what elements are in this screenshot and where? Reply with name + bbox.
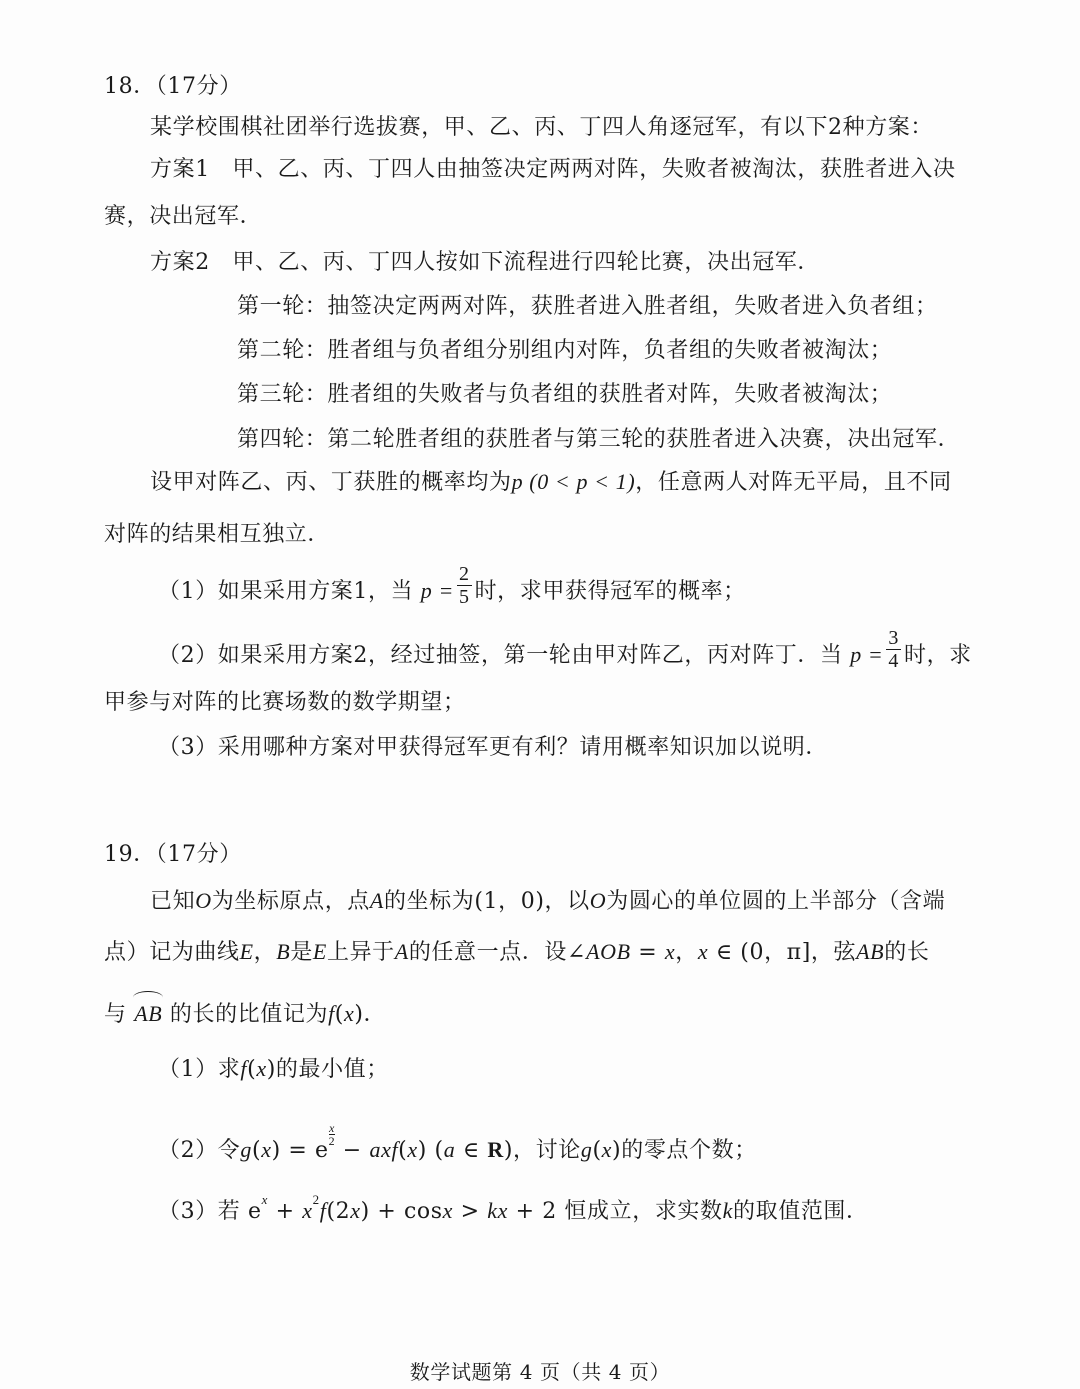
var: f: [328, 1001, 335, 1026]
q19-line1: [150, 886, 945, 917]
text: ∈ (0，π]，弦: [708, 940, 857, 965]
var: x: [664, 939, 676, 964]
math-p-eq: p =: [850, 642, 884, 667]
var: x: [442, 1198, 454, 1223]
var: x: [381, 1137, 392, 1162]
text: （1）求: [158, 1057, 241, 1082]
text: )，讨论: [503, 1138, 581, 1163]
var: g: [580, 1137, 593, 1162]
text: 为坐标原点，点: [211, 889, 370, 914]
text: + 2 恒成立，求实数: [508, 1199, 723, 1224]
denominator: 2: [328, 1134, 336, 1148]
numerator: 3: [888, 626, 899, 649]
q18-part2-line1: [158, 626, 972, 672]
text: 时，求: [903, 643, 972, 668]
numerator: 2: [458, 562, 470, 585]
text: 已知: [150, 889, 196, 914]
var: x: [350, 1198, 361, 1223]
fraction-2-5: [457, 563, 472, 608]
fraction-3-4: [886, 627, 901, 672]
text: 的长: [884, 940, 930, 965]
var: a: [369, 1137, 382, 1162]
var: f: [240, 1056, 248, 1081]
var: B: [276, 939, 291, 964]
var: f: [319, 1198, 327, 1223]
var: O: [589, 888, 607, 913]
q19-line2: [104, 937, 929, 968]
q18-plan2: 方案2 甲、乙、丙、丁四人按如下流程进行四轮比赛，决出冠军．: [150, 250, 820, 275]
var: f: [391, 1137, 399, 1162]
var: E: [312, 939, 327, 964]
q18-plan1-line2: 赛，决出冠军．: [104, 204, 263, 229]
text: 上异于: [326, 940, 395, 965]
var: a: [443, 1137, 456, 1162]
text: ) (: [417, 1138, 444, 1163]
text: (: [592, 1138, 602, 1163]
text: )的零点个数；: [612, 1138, 757, 1163]
var: O: [195, 888, 212, 913]
var: x: [497, 1198, 509, 1223]
math-p-eq: p =: [420, 578, 454, 603]
text: （3）若 e: [158, 1199, 262, 1224]
denominator: 5: [458, 585, 470, 608]
var: k: [487, 1198, 498, 1223]
text: )．: [354, 1002, 387, 1027]
text: (: [398, 1138, 408, 1163]
q18-plan1-line1: 方案1 甲、乙、丙、丁四人由抽签决定两两对阵，失败者被淘汰，获胜者进入决: [150, 157, 956, 182]
var: A: [369, 888, 384, 913]
text: ) + cos: [360, 1199, 443, 1224]
text: ，: [675, 940, 698, 965]
var: x: [256, 1056, 267, 1081]
q19-line3: [104, 999, 386, 1030]
q18-condition-line2: 对阵的结果相互独立．: [104, 522, 331, 547]
q18-header: 18．（17分）: [104, 74, 242, 99]
numerator: x: [328, 1121, 335, 1135]
text: ) = e: [271, 1138, 329, 1163]
text: （1）如果采用方案1，当: [158, 579, 414, 604]
var: AOB: [586, 939, 631, 964]
q18-round4: 第四轮：第二轮胜者组的获胜者与第三轮的获胜者进入决赛，决出冠军．: [237, 427, 961, 452]
q18-intro: 某学校围棋社团举行选拔赛，甲、乙、丙、丁四人角逐冠军，有以下2种方案：: [150, 115, 933, 140]
text: (: [247, 1057, 257, 1082]
var: x: [261, 1137, 272, 1162]
text: 的长的比值记为: [169, 1002, 329, 1027]
q18-part1: [158, 562, 746, 608]
var: x: [697, 939, 709, 964]
text: )的最小值；: [266, 1057, 389, 1082]
text: 为圆心的单位圆的上半部分（含端: [606, 889, 946, 914]
text: 的取值范围．: [733, 1199, 869, 1224]
var: k: [722, 1198, 734, 1223]
q19-part2: [158, 1122, 757, 1166]
text: (: [334, 1002, 344, 1027]
page-footer: 数学试题第 4 页（共 4 页）: [409, 1360, 671, 1384]
text: 时，求甲获得冠军的概率；: [474, 579, 746, 604]
text: −: [335, 1138, 370, 1163]
text: 与: [104, 1002, 127, 1027]
text: ，任意两人对阵无平局，且不同: [635, 470, 952, 495]
text: 是: [290, 940, 313, 965]
var: AB: [856, 939, 885, 964]
text: （2）如果采用方案2，经过抽签，第一轮由甲对阵乙，丙对阵丁．当: [158, 643, 843, 668]
text: 的坐标为(1，0)，以: [383, 889, 590, 914]
q18-round2: 第二轮：胜者组与负者组分别组内对阵，负者组的失败者被淘汰；: [237, 338, 893, 363]
text: (: [252, 1138, 262, 1163]
arc-AB: AB: [134, 999, 162, 1029]
q19-header: 19．（17分）: [104, 842, 242, 867]
q18-round3: 第三轮：胜者组的失败者与负者组的获胜者对阵，失败者被淘汰；: [237, 382, 893, 407]
q18-part2-line2: 甲参与对阵的比赛场数的数学期望；: [104, 690, 466, 715]
text: >: [453, 1199, 488, 1224]
q18-round1: 第一轮：抽签决定两两对阵，获胜者进入胜者组，失败者进入负者组；: [237, 294, 938, 319]
text: 的任意一点．设∠: [408, 940, 587, 965]
q19-part3: [158, 1185, 869, 1227]
exponent: x: [261, 1192, 268, 1207]
var: E: [239, 939, 254, 964]
text: 设甲对阵乙、丙、丁获胜的概率均为: [150, 470, 512, 495]
text: +: [268, 1199, 303, 1224]
text: （2）令: [158, 1138, 241, 1163]
real-numbers-symbol: R: [487, 1137, 504, 1162]
var: g: [240, 1137, 253, 1162]
math-p-range: p (0 < p < 1): [511, 469, 636, 494]
var: x: [302, 1198, 313, 1223]
text: ∈: [455, 1138, 488, 1163]
text: =: [630, 940, 665, 965]
var: x: [343, 1001, 355, 1026]
var: A: [394, 939, 409, 964]
q19-part1: [158, 1054, 389, 1085]
text: (2: [326, 1199, 351, 1224]
denominator: 4: [888, 649, 899, 672]
q18-condition-line1: [150, 467, 952, 498]
text: 点）记为曲线: [104, 940, 240, 965]
var: x: [407, 1137, 418, 1162]
q18-part3: （3）采用哪种方案对甲获得冠军更有利？请用概率知识加以说明．: [158, 735, 828, 760]
var: x: [601, 1137, 613, 1162]
text: ，: [253, 940, 277, 965]
exponent: 2: [312, 1192, 320, 1207]
